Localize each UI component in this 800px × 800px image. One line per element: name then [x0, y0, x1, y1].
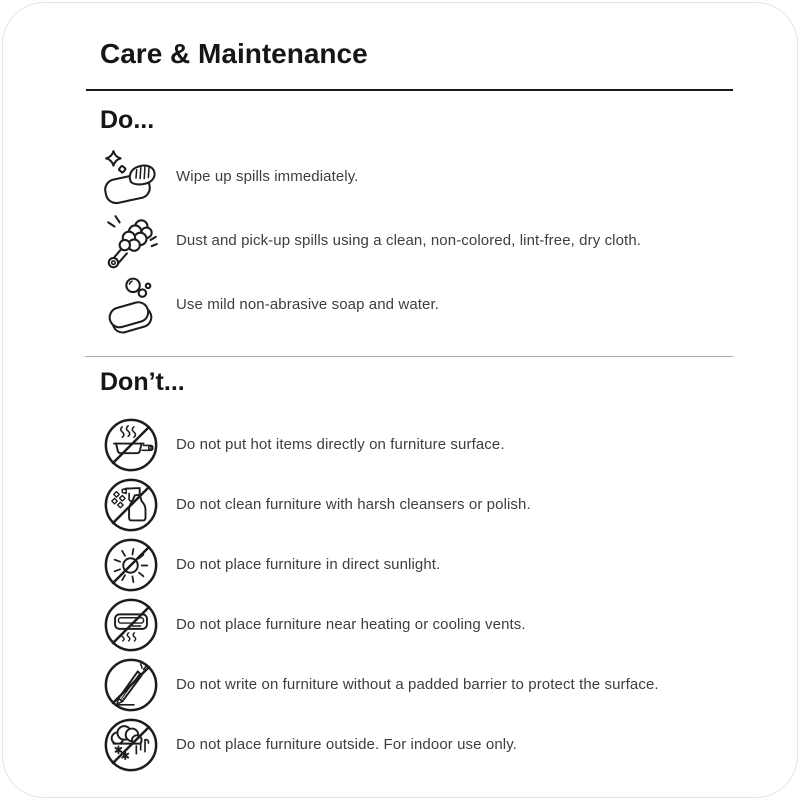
no-harsh-cleansers-icon: [100, 476, 162, 534]
item-text: Dust and pick-up spills using a clean, non-colored, lint-free, dry cloth.: [176, 232, 642, 250]
dont-heading: Don’t...: [100, 367, 185, 396]
item-text: Wipe up spills immediately.: [176, 168, 359, 186]
list-item: [100, 146, 736, 210]
list-item: [100, 715, 736, 775]
no-outdoor-icon: [100, 716, 162, 774]
list-item: [100, 595, 736, 655]
item-text: Do not place furniture near heating or cooling vents.: [176, 615, 526, 633]
no-hot-items-icon: [100, 416, 162, 474]
no-vents-icon: [100, 596, 162, 654]
dont-list: [100, 415, 736, 775]
item-text: Do not place furniture outside. For indoor use only.: [176, 735, 517, 753]
item-text: Do not write on furniture without a padded barrier to protect the surface.: [176, 675, 659, 693]
soap-bubbles-icon: [100, 275, 162, 337]
list-item: [100, 274, 736, 338]
duster-icon: [100, 211, 162, 273]
item-text: Do not clean furniture with harsh cleansers or polish.: [176, 495, 531, 513]
list-item: [100, 535, 736, 595]
item-text: Use mild non-abrasive soap and water.: [176, 296, 440, 314]
item-text: Do not put hot items directly on furniture surface.: [176, 435, 505, 453]
dont-section: [100, 367, 736, 776]
list-item: [100, 415, 736, 475]
do-heading: Do...: [100, 106, 155, 134]
do-section: [100, 108, 736, 338]
do-list: [100, 146, 736, 338]
list-item: [100, 655, 736, 715]
page-title: Care & Maintenance: [100, 38, 368, 69]
no-writing-icon: [100, 656, 162, 714]
list-item: [100, 475, 736, 535]
section-divider: [85, 356, 733, 357]
title-divider: [86, 89, 733, 91]
wipe-hand-icon: [100, 147, 162, 209]
list-item: [100, 210, 736, 274]
item-text: Do not place furniture in direct sunlight.: [176, 555, 441, 573]
no-direct-sunlight-icon: [100, 536, 162, 594]
